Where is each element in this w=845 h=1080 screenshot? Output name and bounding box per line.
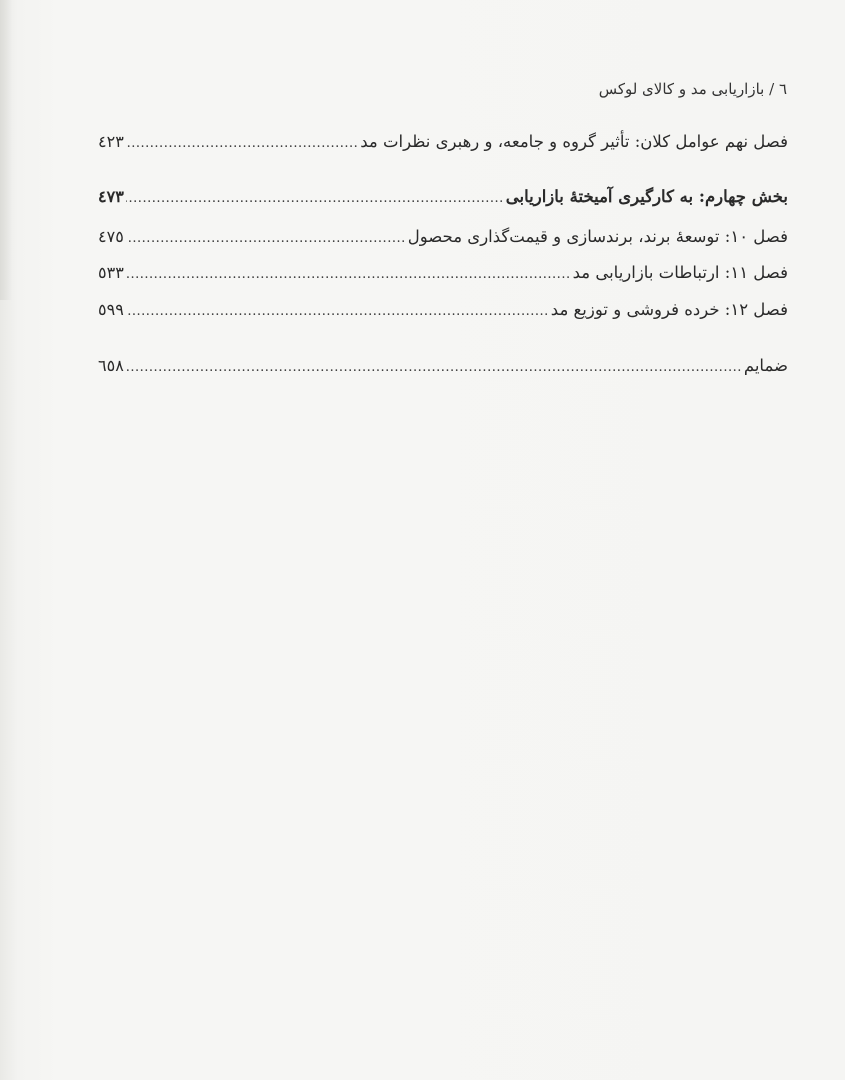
toc-entry-title: فصل ١٠: توسعهٔ برند، برندسازی و قیمت‌گذاری محصول <box>407 227 788 246</box>
toc-entry-title: فصل نهم عوامل کلان: تأثیر گروه و جامعه، و رهبری نظرات مد <box>360 132 788 151</box>
toc-entry-appendices <box>98 356 788 382</box>
toc-entry-title: فصل ١٢: خرده فروشی و توزیع مد <box>550 300 788 319</box>
toc-entry-page: ٦٥٨ <box>98 356 124 375</box>
toc-leader-dots <box>126 304 549 319</box>
toc-entry-title: ضمایم <box>743 356 788 375</box>
toc-leader-dots <box>126 191 504 206</box>
toc-entry-page: ٤٧٣ <box>98 187 124 206</box>
toc-entry-page: ٤٧٥ <box>98 227 124 246</box>
toc-entry-chapter-9 <box>98 132 788 158</box>
toc-leader-dots <box>126 267 571 282</box>
toc-entry-page: ٥٩٩ <box>98 300 124 319</box>
toc-entry-chapter-12 <box>98 300 788 326</box>
page-edge-shadow <box>0 0 12 300</box>
toc-entry-chapter-11 <box>98 263 788 289</box>
toc-leader-dots <box>126 136 358 151</box>
toc-leader-dots <box>126 360 742 375</box>
toc-entry-part-4 <box>98 187 788 213</box>
toc-entry-page: ٥٣٣ <box>98 263 124 282</box>
running-head: ٦ / بازاریابی مد و کالای لوکس <box>598 80 787 98</box>
toc-entry-chapter-10 <box>98 227 788 253</box>
toc-entry-title: فصل ١١: ارتباطات بازاریابی مد <box>572 263 788 282</box>
toc-entry-page: ٤٢٣ <box>98 132 124 151</box>
toc-entry-title: بخش چهارم: به کارگیری آمیختهٔ بازاریابی <box>505 187 788 206</box>
toc-leader-dots <box>126 231 406 246</box>
